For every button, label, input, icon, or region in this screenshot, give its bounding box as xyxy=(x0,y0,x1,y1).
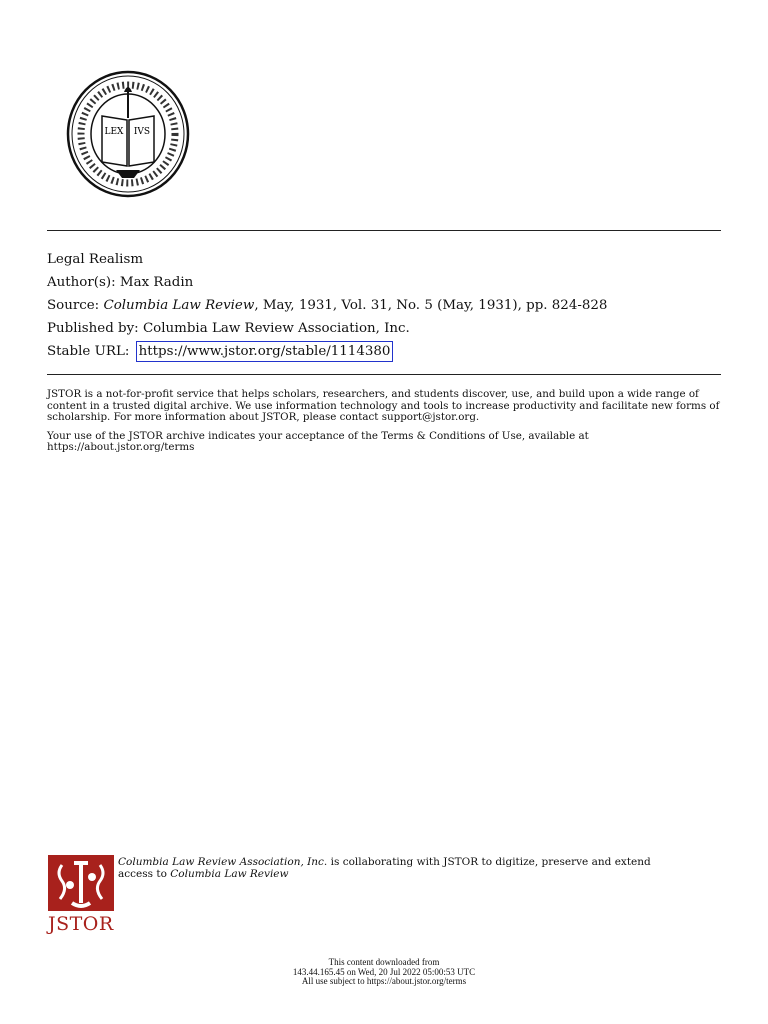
stable-url-label: Stable URL: xyxy=(47,344,130,359)
seal-right-letters: IVS xyxy=(133,127,151,137)
stable-url-line xyxy=(47,340,607,363)
seal-icon xyxy=(66,70,190,198)
article-metadata xyxy=(47,248,607,363)
jstor-logo xyxy=(48,855,114,935)
source-line xyxy=(47,294,607,317)
collab-text: is collaborating with JSTOR to digitize, preserve and extend access to xyxy=(118,856,651,880)
download-notice xyxy=(0,958,768,987)
jstor-description: JSTOR is a not-for-profit service that helps scholars, researchers, and students discover, use, and build upon a wide range of content in a trusted digital archive. We use information technology and tools to increase productivity and facilitate new forms of scholarship. For more information about JSTOR, please contact support@jstor.org. xyxy=(47,388,720,424)
seal-left-letters: LEX xyxy=(104,127,124,137)
columbia-law-review-seal xyxy=(66,70,190,198)
publisher-name: Columbia Law Review Association, Inc. xyxy=(142,321,410,336)
collab-journal: Columbia Law Review xyxy=(170,868,289,880)
publisher-label: Published by: xyxy=(47,321,139,336)
stable-url-link[interactable]: https://www.jstor.org/stable/1114380 xyxy=(136,341,394,362)
publisher-line xyxy=(47,317,607,340)
source-details: , May, 1931, Vol. 31, No. 5 (May, 1931), pp. 824-828 xyxy=(254,298,608,313)
collaboration-statement xyxy=(118,856,678,880)
article-title: Legal Realism xyxy=(47,252,144,267)
download-line-3: All use subject to https://about.jstor.org/terms xyxy=(301,976,467,986)
top-divider xyxy=(47,230,721,231)
author-label: Author(s): xyxy=(47,275,116,290)
collab-org: Columbia Law Review Association, Inc. xyxy=(118,856,328,868)
jstor-wordmark: JSTOR xyxy=(48,913,114,935)
author-line xyxy=(47,271,607,294)
download-line-2: 143.44.165.45 on Wed, 20 Jul 2022 05:00:53 UTC xyxy=(292,966,476,977)
jstor-notice xyxy=(47,389,727,461)
middle-divider xyxy=(47,374,721,375)
jstor-emblem-icon xyxy=(48,855,114,911)
author-name: Max Radin xyxy=(119,275,194,290)
terms-notice: Your use of the JSTOR archive indicates your acceptance of the Terms & Conditions of Use, available at https://about.jstor.org/terms xyxy=(47,429,589,454)
source-label: Source: xyxy=(47,298,100,313)
download-line-1: This content downloaded from xyxy=(328,957,440,967)
source-journal: Columbia Law Review xyxy=(103,298,255,313)
